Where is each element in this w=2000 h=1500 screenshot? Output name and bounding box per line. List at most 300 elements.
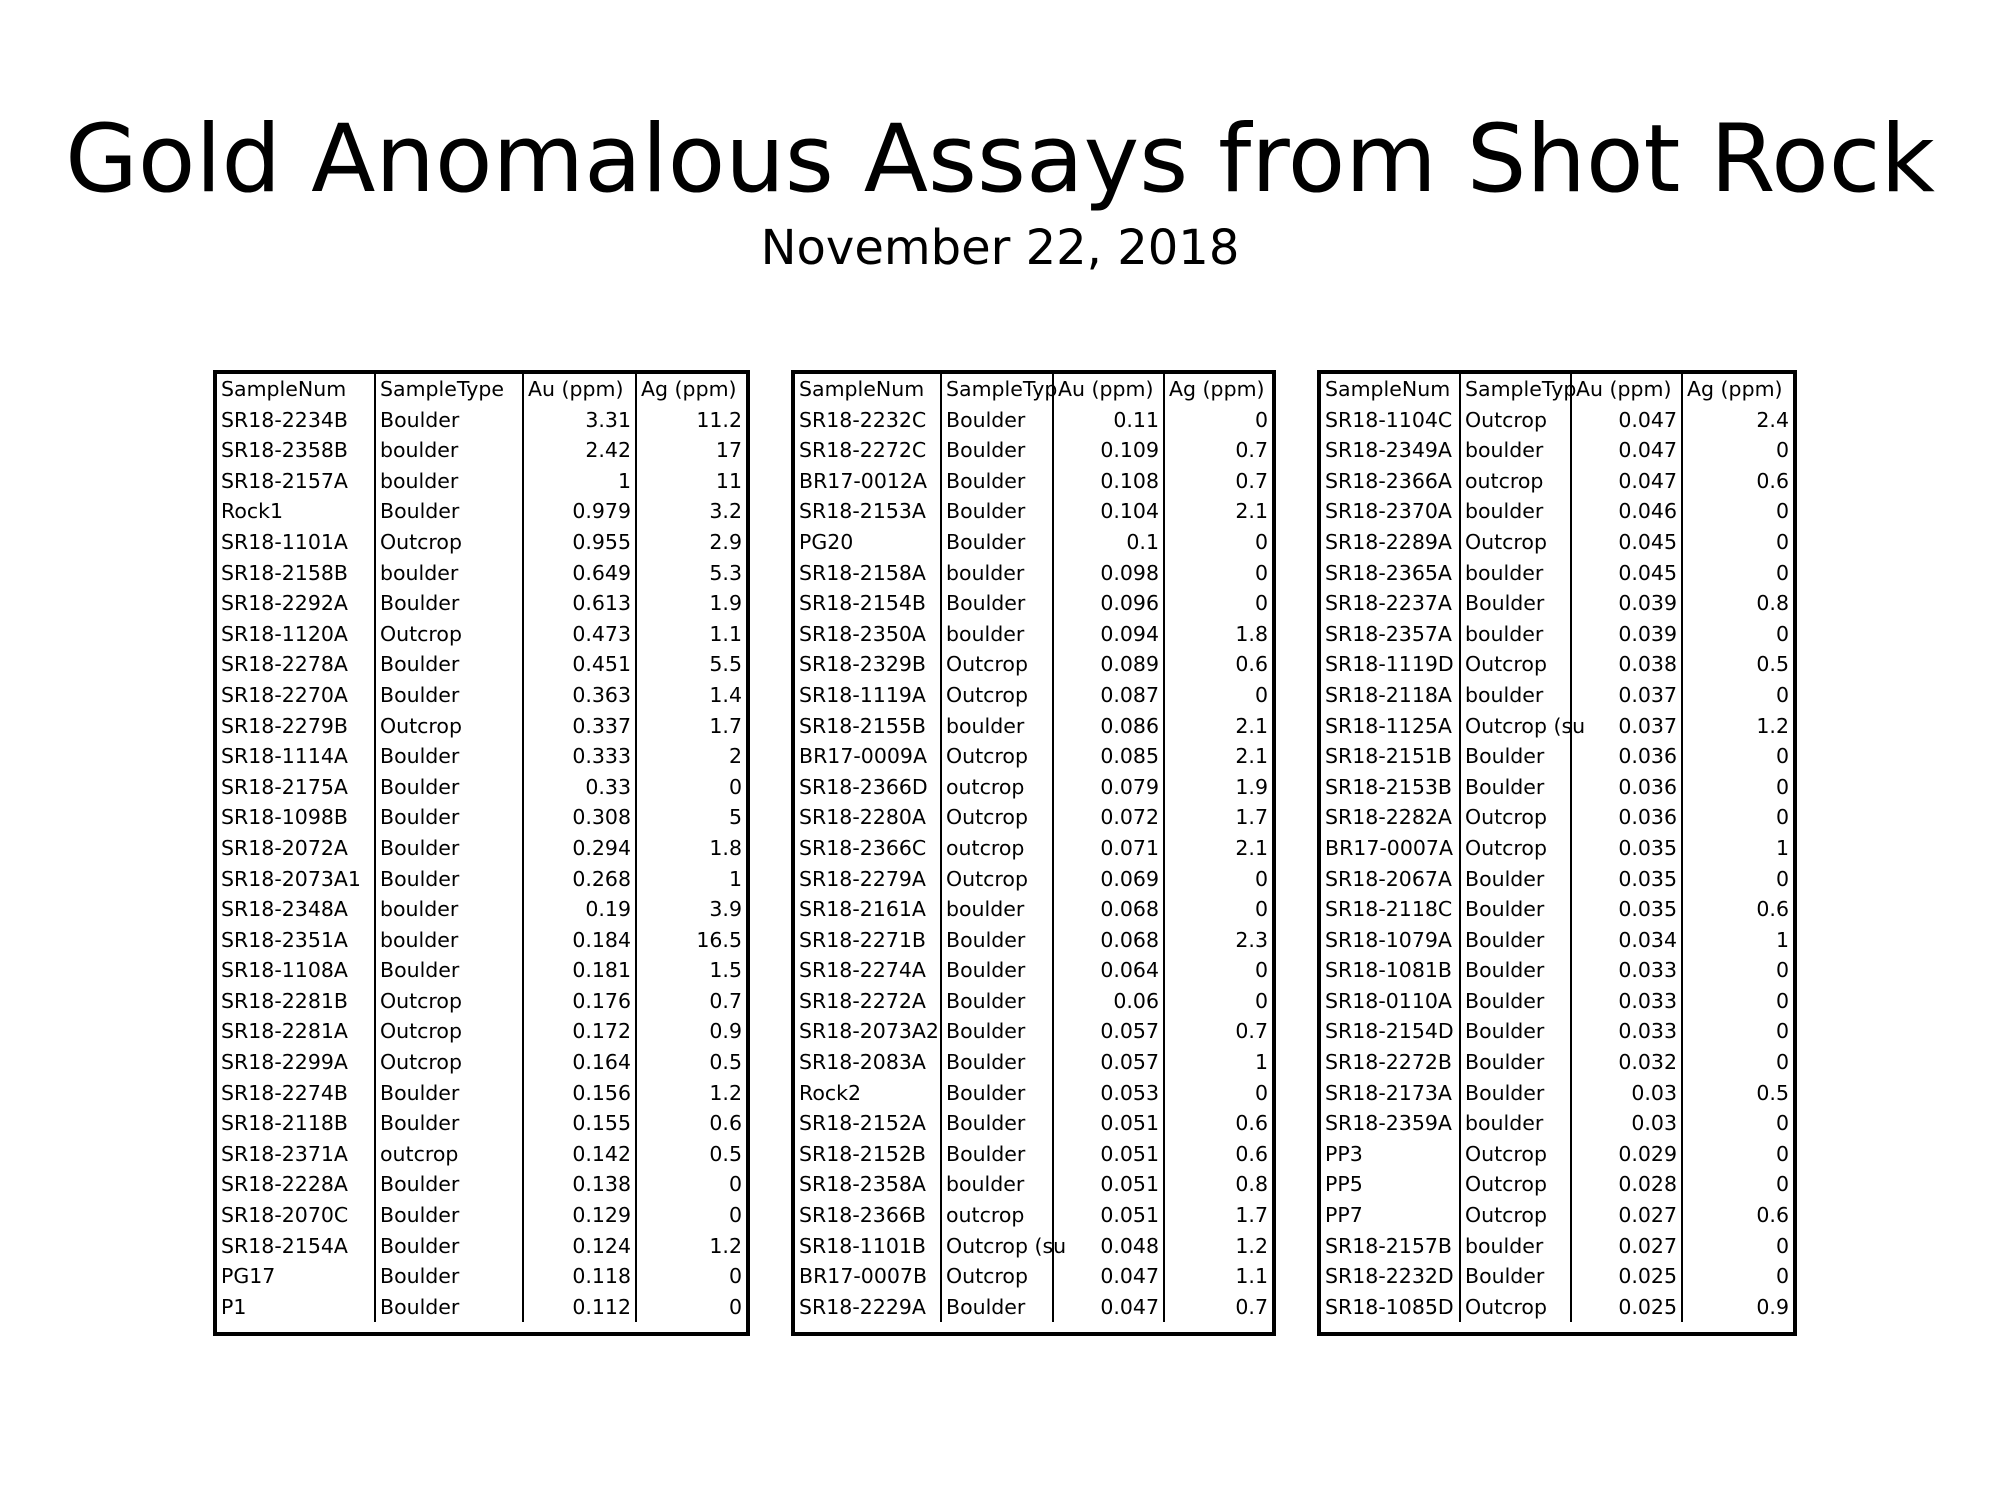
au-ppm-cell: 0.11 xyxy=(1053,405,1164,436)
ag-ppm-cell: 0 xyxy=(1775,1019,1789,1044)
sample-num-cell: SR18-2278A xyxy=(217,649,375,680)
sample-num-cell: SR18-1108A xyxy=(217,955,375,986)
ag-ppm-cell: 0.6 xyxy=(709,1111,742,1136)
table-row xyxy=(1321,1139,1793,1170)
au-ppm-cell: 0.035 xyxy=(1571,894,1682,925)
sample-type-cell: Boulder xyxy=(941,527,1053,558)
ag-ppm-cell: 0 xyxy=(1775,438,1789,463)
au-ppm-cell: 0.613 xyxy=(523,588,636,619)
sample-type-cell: Outcrop xyxy=(941,741,1053,772)
sample-num-cell: SR18-2281A xyxy=(217,1016,375,1047)
au-ppm-cell: 0.086 xyxy=(1053,711,1164,742)
table-row xyxy=(795,1047,1272,1078)
au-ppm-cell: 0.047 xyxy=(1053,1261,1164,1292)
sample-num-cell: SR18-1125A xyxy=(1321,711,1460,742)
sample-type-cell: Boulder xyxy=(1460,741,1571,772)
sample-type-cell: outcrop xyxy=(941,1200,1053,1231)
au-ppm-cell: 0.142 xyxy=(523,1139,636,1170)
table-row xyxy=(1321,711,1793,742)
ag-ppm-cell: 0.7 xyxy=(1235,468,1268,493)
table-row xyxy=(217,1292,746,1323)
sample-type-cell: boulder xyxy=(375,925,523,956)
ag-ppm-cell: 0 xyxy=(1775,621,1789,646)
sample-type-cell: Outcrop xyxy=(1460,1292,1571,1323)
sample-num-cell: SR18-1085D xyxy=(1321,1292,1460,1323)
ag-ppm-cell: 17 xyxy=(715,438,742,463)
ag-ppm-cell: 0 xyxy=(1775,499,1789,524)
table-row xyxy=(1321,894,1793,925)
sample-num-cell: SR18-2279B xyxy=(217,711,375,742)
table-row xyxy=(217,1078,746,1109)
sample-type-cell: Outcrop xyxy=(1460,1169,1571,1200)
ag-ppm-cell: 0 xyxy=(1775,529,1789,554)
sample-type-cell: Boulder xyxy=(941,1139,1053,1170)
au-ppm-cell: 0.037 xyxy=(1571,680,1682,711)
au-ppm-cell: 0.032 xyxy=(1571,1047,1682,1078)
ag-ppm-cell: 2.1 xyxy=(1235,713,1268,738)
au-ppm-cell: 0.051 xyxy=(1053,1108,1164,1139)
table-row xyxy=(217,588,746,619)
table-row xyxy=(1321,496,1793,527)
sample-type-cell: Boulder xyxy=(375,496,523,527)
sample-num-cell: BR17-0009A xyxy=(795,741,941,772)
table-row xyxy=(1321,802,1793,833)
ag-ppm-cell: 0 xyxy=(1775,560,1789,585)
table-row xyxy=(217,1108,746,1139)
au-ppm-cell: 0.047 xyxy=(1571,466,1682,497)
sample-type-cell: Boulder xyxy=(1460,925,1571,956)
au-ppm-cell: 0.036 xyxy=(1571,741,1682,772)
table-row xyxy=(217,925,746,956)
sample-type-cell: boulder xyxy=(941,894,1053,925)
ag-ppm-cell: 1.5 xyxy=(709,958,742,983)
column-header: SampleNum xyxy=(217,374,375,405)
sample-num-cell: SR18-2237A xyxy=(1321,588,1460,619)
table-row xyxy=(1321,1078,1793,1109)
sample-type-cell: Outcrop xyxy=(941,649,1053,680)
au-ppm-cell: 0.124 xyxy=(523,1231,636,1262)
ag-ppm-cell: 1.2 xyxy=(1756,713,1789,738)
sample-num-cell: SR18-0110A xyxy=(1321,986,1460,1017)
ag-ppm-cell: 0 xyxy=(1775,1141,1789,1166)
sample-type-cell: Outcrop xyxy=(375,1047,523,1078)
sample-num-cell: SR18-2366A xyxy=(1321,466,1460,497)
au-ppm-cell: 0.1 xyxy=(1053,527,1164,558)
au-ppm-cell: 0.033 xyxy=(1571,986,1682,1017)
table-row xyxy=(1321,405,1793,436)
table-row xyxy=(795,680,1272,711)
table-row xyxy=(217,1016,746,1047)
table-row xyxy=(217,466,746,497)
ag-ppm-cell: 0.5 xyxy=(709,1141,742,1166)
ag-ppm-cell: 0 xyxy=(1254,560,1268,585)
table-row xyxy=(217,1047,746,1078)
sample-num-cell: SR18-1104C xyxy=(1321,405,1460,436)
sample-num-cell: BR17-0012A xyxy=(795,466,941,497)
sample-num-cell: SR18-2292A xyxy=(217,588,375,619)
au-ppm-cell: 0.184 xyxy=(523,925,636,956)
sample-type-cell: Boulder xyxy=(375,680,523,711)
table-row xyxy=(795,558,1272,589)
sample-num-cell: SR18-2272A xyxy=(795,986,941,1017)
table-header-row xyxy=(217,374,746,405)
au-ppm-cell: 0.19 xyxy=(523,894,636,925)
sample-num-cell: SR18-2280A xyxy=(795,802,941,833)
sample-type-cell: Boulder xyxy=(375,649,523,680)
sample-type-cell: Boulder xyxy=(941,1078,1053,1109)
table-row xyxy=(217,619,746,650)
au-ppm-cell: 0.104 xyxy=(1053,496,1164,527)
au-ppm-cell: 0.156 xyxy=(523,1078,636,1109)
ag-ppm-cell: 1.7 xyxy=(709,713,742,738)
sample-num-cell: SR18-2359A xyxy=(1321,1108,1460,1139)
au-ppm-cell: 0.112 xyxy=(523,1292,636,1323)
au-ppm-cell: 0.027 xyxy=(1571,1231,1682,1262)
ag-ppm-cell: 0.6 xyxy=(1235,1141,1268,1166)
table-row xyxy=(795,741,1272,772)
sample-num-cell: SR18-2118C xyxy=(1321,894,1460,925)
sample-num-cell: P1 xyxy=(217,1292,375,1323)
table-row xyxy=(795,435,1272,466)
ag-ppm-cell: 0 xyxy=(1775,988,1789,1013)
table-row xyxy=(795,955,1272,986)
table-row xyxy=(1321,558,1793,589)
sample-num-cell: SR18-1079A xyxy=(1321,925,1460,956)
au-ppm-cell: 0.164 xyxy=(523,1047,636,1078)
table-row xyxy=(795,405,1272,436)
ag-ppm-cell: 11.2 xyxy=(696,407,742,432)
table-row xyxy=(795,802,1272,833)
table-row xyxy=(795,711,1272,742)
table-row xyxy=(795,1078,1272,1109)
sample-num-cell: SR18-1114A xyxy=(217,741,375,772)
sample-type-cell: Outcrop xyxy=(941,802,1053,833)
table-row xyxy=(217,802,746,833)
ag-ppm-cell: 0 xyxy=(1254,682,1268,707)
table-row xyxy=(217,1200,746,1231)
sample-type-cell: boulder xyxy=(1460,435,1571,466)
table-row xyxy=(217,741,746,772)
sample-num-cell: SR18-2070C xyxy=(217,1200,375,1231)
sample-type-cell: boulder xyxy=(941,711,1053,742)
au-ppm-cell: 0.048 xyxy=(1053,1231,1164,1262)
sample-num-cell: SR18-1120A xyxy=(217,619,375,650)
sample-num-cell: SR18-2365A xyxy=(1321,558,1460,589)
sample-num-cell: Rock1 xyxy=(217,496,375,527)
au-ppm-cell: 0.337 xyxy=(523,711,636,742)
ag-ppm-cell: 0.5 xyxy=(1756,1080,1789,1105)
ag-ppm-cell: 0.5 xyxy=(709,1050,742,1075)
ag-ppm-cell: 0 xyxy=(1775,1111,1789,1136)
au-ppm-cell: 0.036 xyxy=(1571,802,1682,833)
au-ppm-cell: 0.33 xyxy=(523,772,636,803)
sample-num-cell: SR18-2173A xyxy=(1321,1078,1460,1109)
sample-type-cell: Boulder xyxy=(941,925,1053,956)
sample-type-cell: Boulder xyxy=(1460,1261,1571,1292)
ag-ppm-cell: 0 xyxy=(1254,529,1268,554)
sample-num-cell: SR18-2366C xyxy=(795,833,941,864)
sample-num-cell: SR18-2151B xyxy=(1321,741,1460,772)
au-ppm-cell: 0.057 xyxy=(1053,1047,1164,1078)
sample-num-cell: PP3 xyxy=(1321,1139,1460,1170)
ag-ppm-cell: 0.6 xyxy=(1235,1111,1268,1136)
table-row xyxy=(1321,466,1793,497)
sample-num-cell: SR18-2348A xyxy=(217,894,375,925)
sample-type-cell: boulder xyxy=(941,1169,1053,1200)
table-row xyxy=(1321,649,1793,680)
column-header: SampleTyp xyxy=(941,374,1053,405)
column-header: Ag (ppm) xyxy=(641,377,737,401)
sample-num-cell: SR18-2272C xyxy=(795,435,941,466)
ag-ppm-cell: 0 xyxy=(1254,591,1268,616)
ag-ppm-cell: 1.2 xyxy=(1235,1233,1268,1258)
ag-ppm-cell: 0.6 xyxy=(1756,1203,1789,1228)
sample-num-cell: SR18-2349A xyxy=(1321,435,1460,466)
ag-ppm-cell: 0.9 xyxy=(709,1019,742,1044)
table-row xyxy=(217,894,746,925)
au-ppm-cell: 0.118 xyxy=(523,1261,636,1292)
au-ppm-cell: 0.046 xyxy=(1571,496,1682,527)
ag-ppm-cell: 2.3 xyxy=(1235,927,1268,952)
au-ppm-cell: 0.03 xyxy=(1571,1078,1682,1109)
sample-num-cell: SR18-2234B xyxy=(217,405,375,436)
au-ppm-cell: 0.087 xyxy=(1053,680,1164,711)
column-header: SampleNum xyxy=(795,374,941,405)
ag-ppm-cell: 0.9 xyxy=(1756,1294,1789,1319)
sample-num-cell: PP5 xyxy=(1321,1169,1460,1200)
ag-ppm-cell: 5 xyxy=(728,805,742,830)
table-row xyxy=(1321,833,1793,864)
sample-num-cell: SR18-2289A xyxy=(1321,527,1460,558)
sample-type-cell: Boulder xyxy=(375,1261,523,1292)
sample-type-cell: Outcrop xyxy=(1460,802,1571,833)
ag-ppm-cell: 1.2 xyxy=(709,1233,742,1258)
assay-table-3 xyxy=(1317,370,1797,1336)
table-row xyxy=(795,1261,1272,1292)
ag-ppm-cell: 0 xyxy=(1775,1233,1789,1258)
au-ppm-cell: 0.155 xyxy=(523,1108,636,1139)
table-row xyxy=(1321,1169,1793,1200)
sample-type-cell: Boulder xyxy=(941,1016,1053,1047)
au-ppm-cell: 0.181 xyxy=(523,955,636,986)
table-row xyxy=(795,894,1272,925)
table-row xyxy=(1321,1200,1793,1231)
ag-ppm-cell: 0.7 xyxy=(709,988,742,1013)
au-ppm-cell: 0.068 xyxy=(1053,894,1164,925)
au-ppm-cell: 0.473 xyxy=(523,619,636,650)
au-ppm-cell: 0.057 xyxy=(1053,1016,1164,1047)
table-row xyxy=(1321,619,1793,650)
ag-ppm-cell: 1.8 xyxy=(1235,621,1268,646)
au-ppm-cell: 0.955 xyxy=(523,527,636,558)
sample-num-cell: SR18-2358A xyxy=(795,1169,941,1200)
sample-type-cell: Boulder xyxy=(941,496,1053,527)
sample-type-cell: Outcrop xyxy=(941,864,1053,895)
table-header-row xyxy=(1321,374,1793,405)
sample-num-cell: SR18-2299A xyxy=(217,1047,375,1078)
table-row xyxy=(795,864,1272,895)
sample-type-cell: Boulder xyxy=(941,466,1053,497)
ag-ppm-cell: 0 xyxy=(728,1264,742,1289)
sample-num-cell: SR18-2073A2 xyxy=(795,1016,941,1047)
assay-table-2 xyxy=(791,370,1276,1336)
sample-type-cell: Boulder xyxy=(1460,772,1571,803)
au-ppm-cell: 3.31 xyxy=(523,405,636,436)
sample-type-cell: Boulder xyxy=(941,405,1053,436)
assay-table-1 xyxy=(213,370,750,1336)
sample-num-cell: SR18-2072A xyxy=(217,833,375,864)
table-row xyxy=(795,466,1272,497)
au-ppm-cell: 0.079 xyxy=(1053,772,1164,803)
table-row xyxy=(1321,772,1793,803)
sample-num-cell: SR18-2232C xyxy=(795,405,941,436)
sample-type-cell: Outcrop xyxy=(1460,527,1571,558)
sample-num-cell: SR18-2274A xyxy=(795,955,941,986)
sample-num-cell: BR17-0007B xyxy=(795,1261,941,1292)
ag-ppm-cell: 0 xyxy=(1254,958,1268,983)
ag-ppm-cell: 1.7 xyxy=(1235,1203,1268,1228)
sample-type-cell: Outcrop xyxy=(1460,833,1571,864)
au-ppm-cell: 0.039 xyxy=(1571,619,1682,650)
sample-type-cell: Boulder xyxy=(375,864,523,895)
sample-num-cell: SR18-1119D xyxy=(1321,649,1460,680)
au-ppm-cell: 0.094 xyxy=(1053,619,1164,650)
table-row xyxy=(1321,588,1793,619)
table-row xyxy=(1321,1047,1793,1078)
sample-num-cell: SR18-2161A xyxy=(795,894,941,925)
au-ppm-cell: 0.096 xyxy=(1053,588,1164,619)
sample-num-cell: SR18-2270A xyxy=(217,680,375,711)
ag-ppm-cell: 0 xyxy=(1254,407,1268,432)
ag-ppm-cell: 0 xyxy=(1775,1264,1789,1289)
sample-num-cell: SR18-2351A xyxy=(217,925,375,956)
table-row xyxy=(217,1169,746,1200)
sample-num-cell: SR18-2153B xyxy=(1321,772,1460,803)
au-ppm-cell: 0.129 xyxy=(523,1200,636,1231)
au-ppm-cell: 0.029 xyxy=(1571,1139,1682,1170)
table-row xyxy=(217,558,746,589)
table-row xyxy=(1321,986,1793,1017)
sample-type-cell: Boulder xyxy=(941,986,1053,1017)
sample-type-cell: Outcrop xyxy=(1460,1200,1571,1231)
au-ppm-cell: 0.649 xyxy=(523,558,636,589)
au-ppm-cell: 0.109 xyxy=(1053,435,1164,466)
sample-type-cell: Boulder xyxy=(1460,1078,1571,1109)
au-ppm-cell: 0.06 xyxy=(1053,986,1164,1017)
ag-ppm-cell: 5.3 xyxy=(709,560,742,585)
au-ppm-cell: 0.047 xyxy=(1571,405,1682,436)
au-ppm-cell: 0.098 xyxy=(1053,558,1164,589)
table-row xyxy=(217,680,746,711)
ag-ppm-cell: 1 xyxy=(1775,835,1789,860)
table-row xyxy=(795,1292,1272,1323)
ag-ppm-cell: 0.5 xyxy=(1756,652,1789,677)
au-ppm-cell: 0.028 xyxy=(1571,1169,1682,1200)
ag-ppm-cell: 0.6 xyxy=(1756,468,1789,493)
sample-num-cell: SR18-2152A xyxy=(795,1108,941,1139)
sample-type-cell: Boulder xyxy=(375,833,523,864)
ag-ppm-cell: 0 xyxy=(1254,988,1268,1013)
column-header: SampleNum xyxy=(1321,374,1460,405)
sample-type-cell: Boulder xyxy=(941,1047,1053,1078)
sample-type-cell: Boulder xyxy=(941,588,1053,619)
sample-type-cell: Boulder xyxy=(375,955,523,986)
column-header: Ag (ppm) xyxy=(1687,377,1783,401)
table-row xyxy=(217,1231,746,1262)
ag-ppm-cell: 0 xyxy=(1775,774,1789,799)
sample-type-cell: Boulder xyxy=(375,1292,523,1323)
sample-type-cell: Outcrop (su xyxy=(941,1231,1053,1262)
column-header: Ag (ppm) xyxy=(1169,377,1265,401)
au-ppm-cell: 0.451 xyxy=(523,649,636,680)
table-row xyxy=(217,649,746,680)
sample-type-cell: Boulder xyxy=(1460,1047,1571,1078)
table-row xyxy=(795,1169,1272,1200)
ag-ppm-cell: 5.5 xyxy=(709,652,742,677)
ag-ppm-cell: 0 xyxy=(1254,1080,1268,1105)
sample-type-cell: Outcrop (su xyxy=(1460,711,1571,742)
sample-num-cell: SR18-2229A xyxy=(795,1292,941,1323)
ag-ppm-cell: 0 xyxy=(1775,805,1789,830)
page-date: November 22, 2018 xyxy=(760,220,1240,276)
table-row xyxy=(217,864,746,895)
sample-type-cell: outcrop xyxy=(375,1139,523,1170)
sample-type-cell: boulder xyxy=(941,558,1053,589)
au-ppm-cell: 0.034 xyxy=(1571,925,1682,956)
table-row xyxy=(217,711,746,742)
sample-num-cell: SR18-1101A xyxy=(217,527,375,558)
sample-num-cell: SR18-2371A xyxy=(217,1139,375,1170)
sample-num-cell: Rock2 xyxy=(795,1078,941,1109)
au-ppm-cell: 0.308 xyxy=(523,802,636,833)
au-ppm-cell: 0.108 xyxy=(1053,466,1164,497)
sample-num-cell: SR18-1101B xyxy=(795,1231,941,1262)
au-ppm-cell: 0.071 xyxy=(1053,833,1164,864)
sample-num-cell: SR18-2350A xyxy=(795,619,941,650)
sample-num-cell: SR18-2157A xyxy=(217,466,375,497)
table-row xyxy=(217,955,746,986)
table-row xyxy=(795,1200,1272,1231)
au-ppm-cell: 0.085 xyxy=(1053,741,1164,772)
table-row xyxy=(1321,527,1793,558)
sample-type-cell: boulder xyxy=(375,466,523,497)
au-ppm-cell: 0.072 xyxy=(1053,802,1164,833)
ag-ppm-cell: 3.9 xyxy=(709,897,742,922)
sample-type-cell: boulder xyxy=(1460,1108,1571,1139)
sample-type-cell: Outcrop xyxy=(375,527,523,558)
ag-ppm-cell: 0 xyxy=(1775,1050,1789,1075)
ag-ppm-cell: 0.7 xyxy=(1235,438,1268,463)
ag-ppm-cell: 0 xyxy=(1254,897,1268,922)
au-ppm-cell: 0.025 xyxy=(1571,1292,1682,1323)
sample-num-cell: SR18-2118B xyxy=(217,1108,375,1139)
sample-num-cell: PG20 xyxy=(795,527,941,558)
table-row xyxy=(795,649,1272,680)
ag-ppm-cell: 16.5 xyxy=(696,927,742,952)
table-row xyxy=(795,588,1272,619)
sample-type-cell: Boulder xyxy=(1460,894,1571,925)
ag-ppm-cell: 2.1 xyxy=(1235,499,1268,524)
sample-type-cell: Boulder xyxy=(375,1231,523,1262)
ag-ppm-cell: 2.1 xyxy=(1235,744,1268,769)
sample-type-cell: Boulder xyxy=(375,1169,523,1200)
ag-ppm-cell: 1.9 xyxy=(1235,774,1268,799)
ag-ppm-cell: 0 xyxy=(1775,744,1789,769)
table-row xyxy=(795,986,1272,1017)
au-ppm-cell: 1 xyxy=(523,466,636,497)
table-row xyxy=(795,1016,1272,1047)
au-ppm-cell: 0.036 xyxy=(1571,772,1682,803)
